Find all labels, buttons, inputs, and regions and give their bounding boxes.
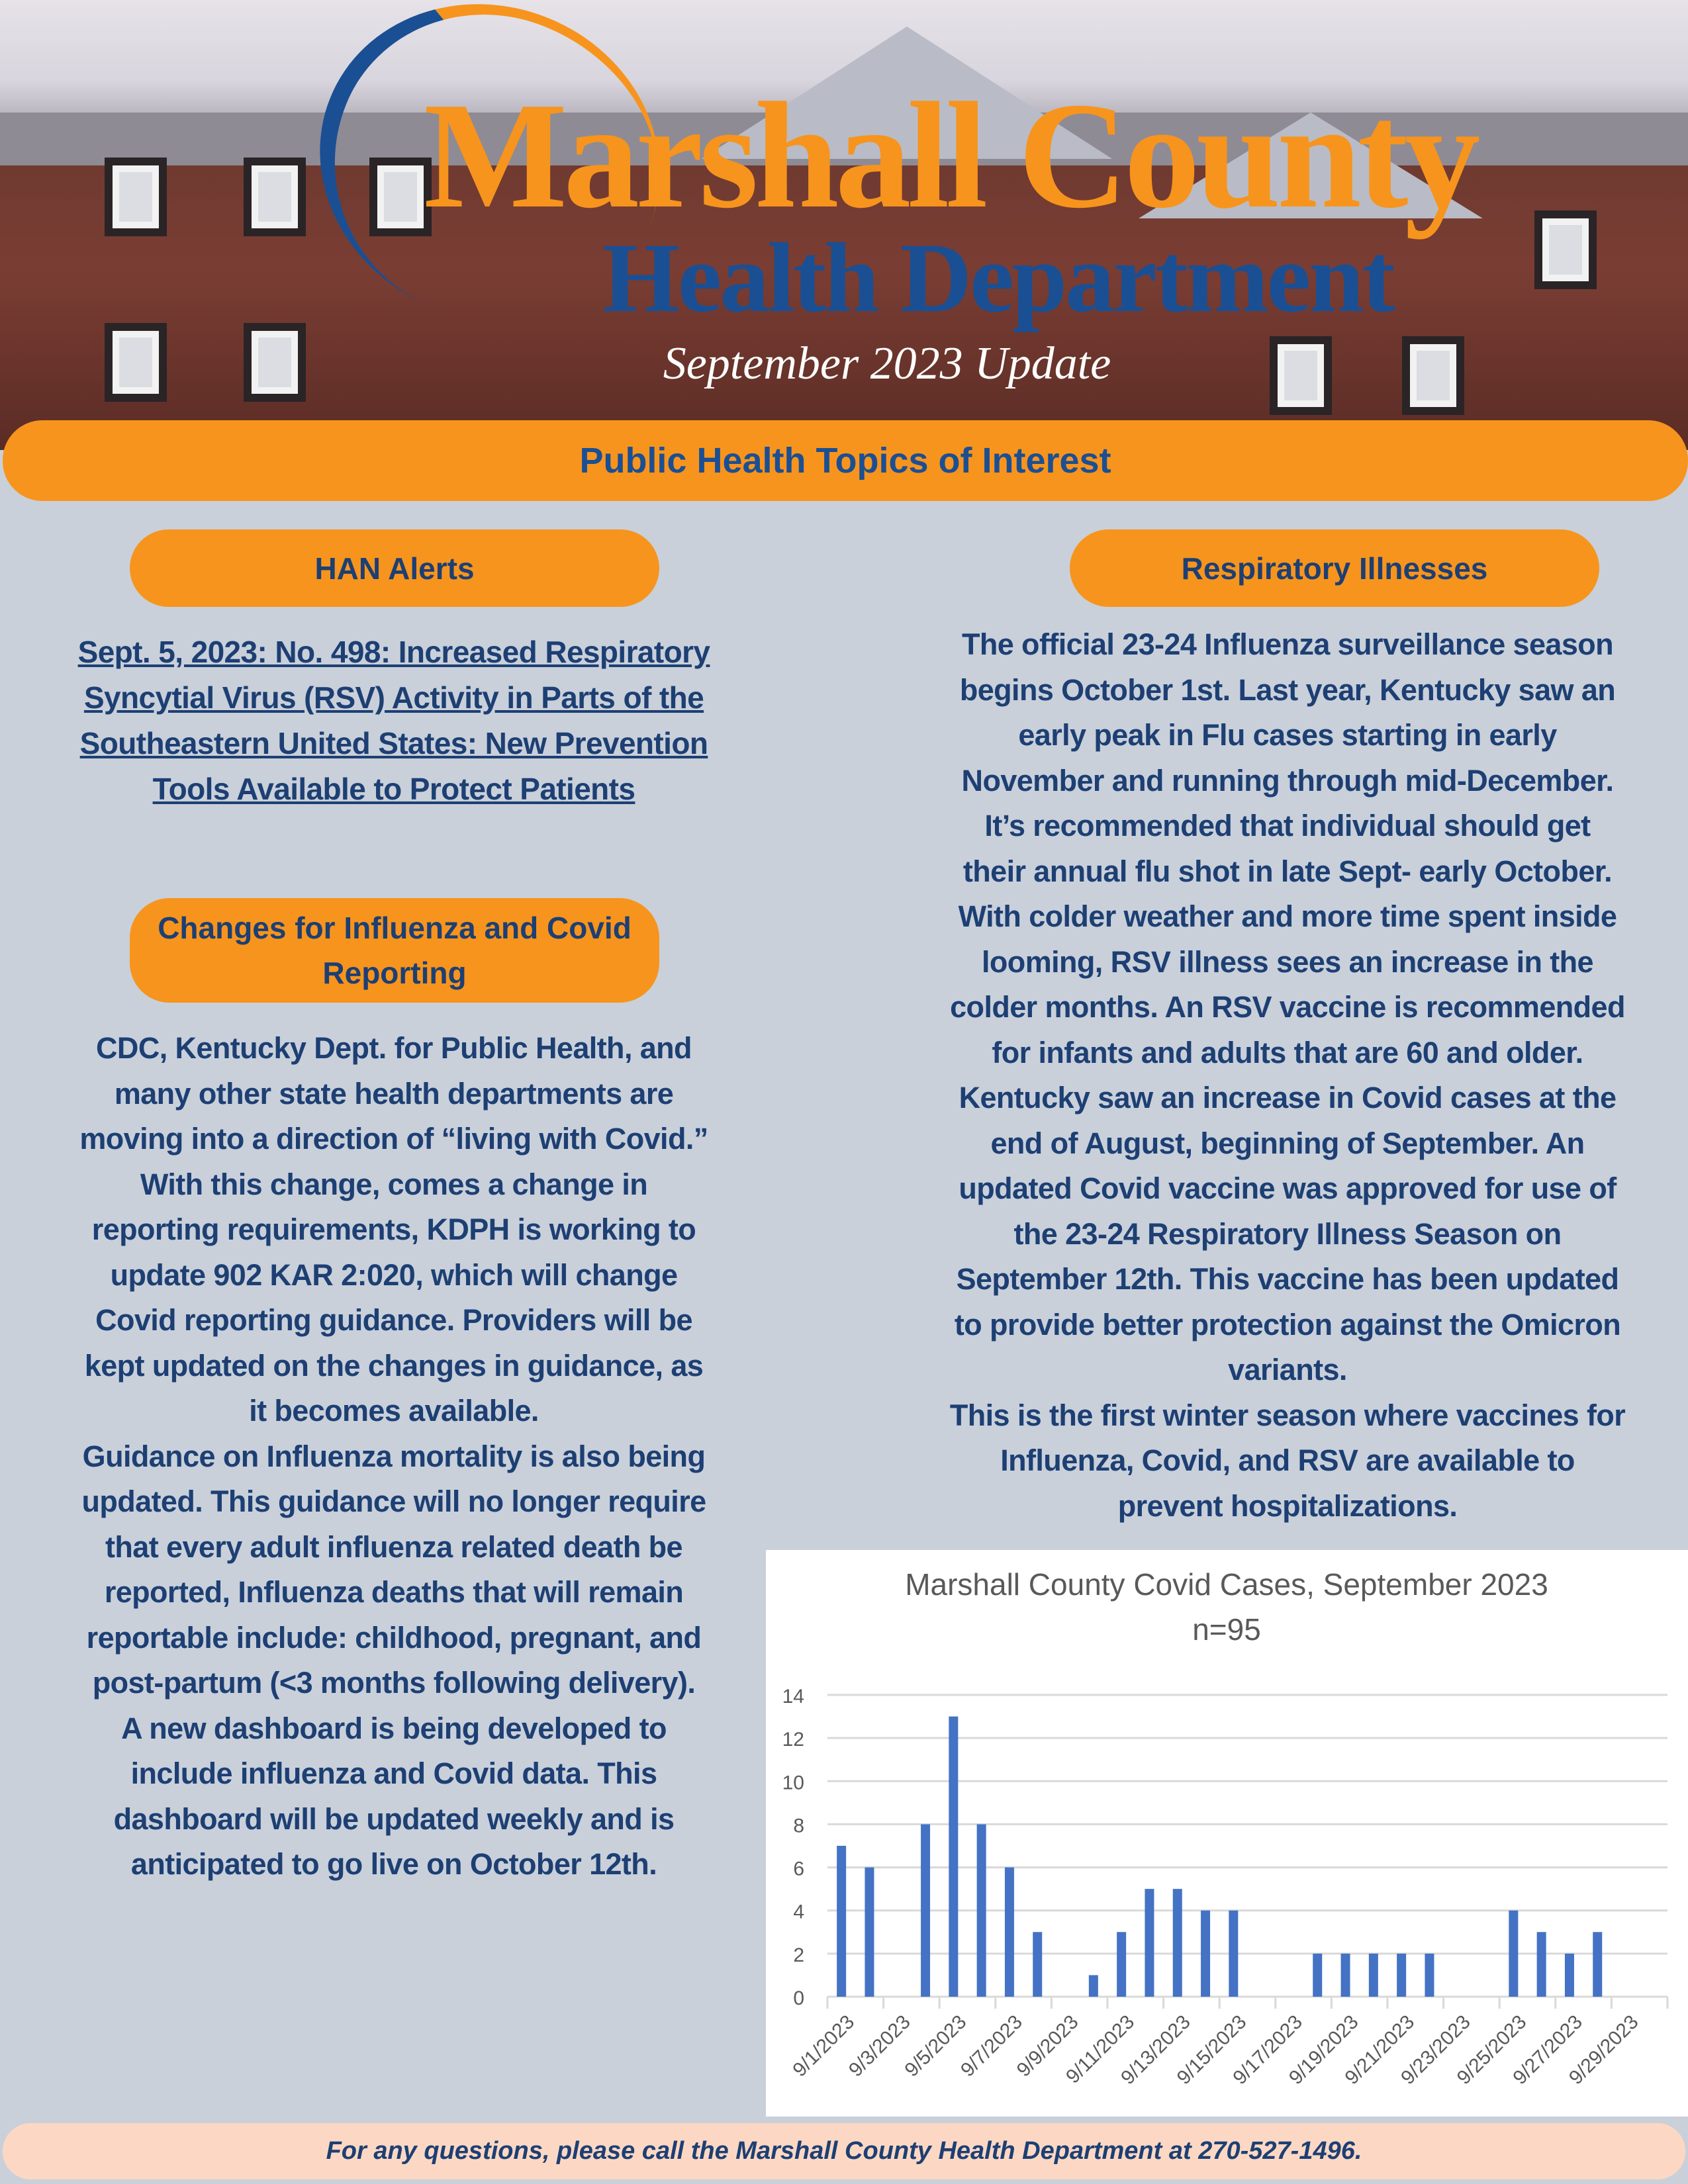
bar-9/8/2023 [1033,1932,1042,1997]
text-line: Kentucky saw an increase in Covid cases at the [959,1081,1617,1115]
link-line[interactable]: Tools Available to Protect Patients [152,772,635,806]
header-banner [0,0,1688,450]
text-line: updated Covid vaccine was approved for use of [959,1171,1617,1205]
x-tick-label: 9/15/2023 [1172,2011,1251,2089]
text-line: dashboard will be updated weekly and is [113,1801,675,1836]
y-tick-label: 8 [793,1815,804,1837]
text-line: the 23-24 Respiratory Illness Season on [1013,1216,1562,1251]
y-tick-label: 0 [793,1987,804,2009]
x-tick-label: 9/29/2023 [1564,2011,1643,2089]
text-line: it becomes available. [249,1394,539,1428]
bar-9/1/2023 [837,1846,846,1997]
x-tick-label: 9/25/2023 [1452,2011,1531,2089]
text-line: reporting requirements, KDPH is working to [91,1212,696,1246]
text-line: looming, RSV illness sees an increase in the [982,944,1593,979]
bar-9/14/2023 [1201,1911,1210,1997]
text-line: Guidance on Influenza mortality is also being [82,1439,706,1473]
y-tick-label: 6 [793,1858,804,1880]
text-line: With colder weather and more time spent inside [958,899,1617,933]
link-line[interactable]: Southeastern United States: New Prevention [79,726,708,760]
bar-9/11/2023 [1117,1932,1126,1997]
text-line: With this change, comes a change in [140,1167,648,1201]
respiratory-text [887,622,1688,1529]
bar-9/6/2023 [977,1824,986,1997]
x-tick-label: 9/9/2023 [1012,2011,1083,2081]
text-line: reportable include: childhood, pregnant, and [86,1620,702,1655]
topics-banner: Public Health Topics of Interest [3,420,1688,501]
bar-9/18/2023 [1313,1954,1322,1997]
y-tick-label: 2 [793,1944,804,1966]
x-tick-label: 9/21/2023 [1340,2011,1419,2089]
bar-9/2/2023 [865,1868,874,1997]
text-line: post-partum (<3 months following delivery). [92,1666,696,1700]
y-tick-label: 14 [782,1686,804,1707]
text-line: moving into a direction of “living with Covid.” [79,1122,708,1156]
text-line: This is the first winter season where vaccines for [949,1398,1626,1432]
text-line: that every adult influenza related death be [105,1529,682,1564]
heading-line: Reporting [322,956,467,990]
text-line: update 902 KAR 2:020, which will change [110,1257,678,1292]
y-tick-label: 12 [782,1729,804,1751]
text-line: September 12th. This vaccine has been updated [956,1262,1619,1296]
text-line: many other state health departments are [114,1076,674,1111]
x-tick-label: 9/1/2023 [788,2011,859,2081]
bar-9/21/2023 [1397,1954,1406,1997]
x-tick-label: 9/7/2023 [957,2011,1027,2081]
text-line: begins October 1st. Last year, Kentucky saw an [959,672,1616,707]
text-line: variants. [1228,1353,1347,1387]
footer-contact: For any questions, please call the Marshall County Health Department at 270-527-1496. [3,2123,1685,2179]
window [1542,218,1589,281]
x-tick-label: 9/13/2023 [1117,2011,1195,2089]
text-line: to provide better protection against the Omicron [954,1307,1621,1342]
bar-9/13/2023 [1173,1889,1182,1997]
x-tick-label: 9/19/2023 [1284,2011,1363,2089]
bar-9/12/2023 [1145,1889,1154,1997]
bar-9/20/2023 [1369,1954,1378,1997]
x-tick-label: 9/3/2023 [844,2011,915,2081]
bar-9/10/2023 [1089,1975,1098,1997]
text-line: colder months. An RSV vaccine is recommended [950,990,1625,1024]
x-tick-label: 9/23/2023 [1397,2011,1475,2089]
reporting-changes-text [0,1026,788,1888]
text-line: Covid reporting guidance. Providers will be [95,1303,692,1337]
x-tick-label: 9/5/2023 [900,2011,971,2081]
bar-9/25/2023 [1509,1911,1518,1997]
edition-title: September 2023 Update [663,338,1111,389]
logo-title: Marshall County [424,71,1477,240]
text-line: early peak in Flu cases starting in early [1018,718,1557,752]
text-line: their annual flu shot in late Sept- early October. [962,854,1613,888]
link-line[interactable]: Syncytial Virus (RSV) Activity in Parts of the [83,680,704,715]
bar-9/26/2023 [1537,1932,1546,1997]
bar-9/27/2023 [1565,1954,1574,1997]
bar-9/7/2023 [1005,1868,1014,1997]
chart-title: Marshall County Covid Cases, September 2023 [905,1567,1548,1602]
bar-9/19/2023 [1341,1954,1350,1997]
window [252,165,298,228]
text-line: It’s recommended that individual should get [984,809,1591,842]
chart-svg [766,1550,1688,2116]
text-line: end of August, beginning of September. An [990,1126,1585,1160]
respiratory-heading [1070,529,1599,607]
han-alerts-heading [130,529,659,607]
logo-subtitle: Health Department [602,223,1393,333]
bar-9/15/2023 [1229,1911,1238,1997]
y-tick-label: 10 [782,1772,804,1794]
x-tick-label: 9/27/2023 [1509,2011,1587,2089]
bar-9/28/2023 [1593,1932,1602,1997]
y-tick-label: 4 [793,1901,804,1923]
text-line: The official 23-24 Influenza surveillance season [961,627,1614,661]
text-line: A new dashboard is being developed to [121,1711,667,1745]
text-line: updated. This guidance will no longer require [81,1484,706,1518]
text-line: prevent hospitalizations. [1117,1488,1458,1523]
covid-cases-chart [766,1550,1688,2116]
changes-heading [130,898,659,1003]
bar-9/22/2023 [1425,1954,1434,1997]
text-line: kept updated on the changes in guidance, as [84,1348,704,1383]
respiratory-label: Respiratory Illnesses [1181,551,1488,586]
x-tick-label: 9/17/2023 [1229,2011,1307,2089]
text-line: include influenza and Covid data. This [130,1756,657,1790]
text-line: Influenza, Covid, and RSV are available to [1000,1443,1575,1477]
han-alerts-label: HAN Alerts [314,551,475,586]
text-line: anticipated to go live on October 12th. [130,1847,657,1881]
window [113,165,159,228]
link-line[interactable]: Sept. 5, 2023: No. 498: Increased Respiratory [77,635,710,669]
han-alert-link[interactable] [0,629,788,812]
text-line: November and running through mid-December. [961,763,1614,797]
heading-line: Changes for Influenza and Covid [158,911,632,945]
text-line: for infants and adults that are 60 and older. [992,1035,1583,1069]
bar-9/4/2023 [921,1824,930,1997]
x-tick-label: 9/11/2023 [1062,2011,1139,2088]
text-line: reported, Influenza deaths that will remain [104,1575,684,1609]
chart-subtitle: n=95 [1192,1612,1261,1647]
bar-9/5/2023 [949,1717,958,1997]
text-line: CDC, Kentucky Dept. for Public Health, and [96,1031,692,1065]
